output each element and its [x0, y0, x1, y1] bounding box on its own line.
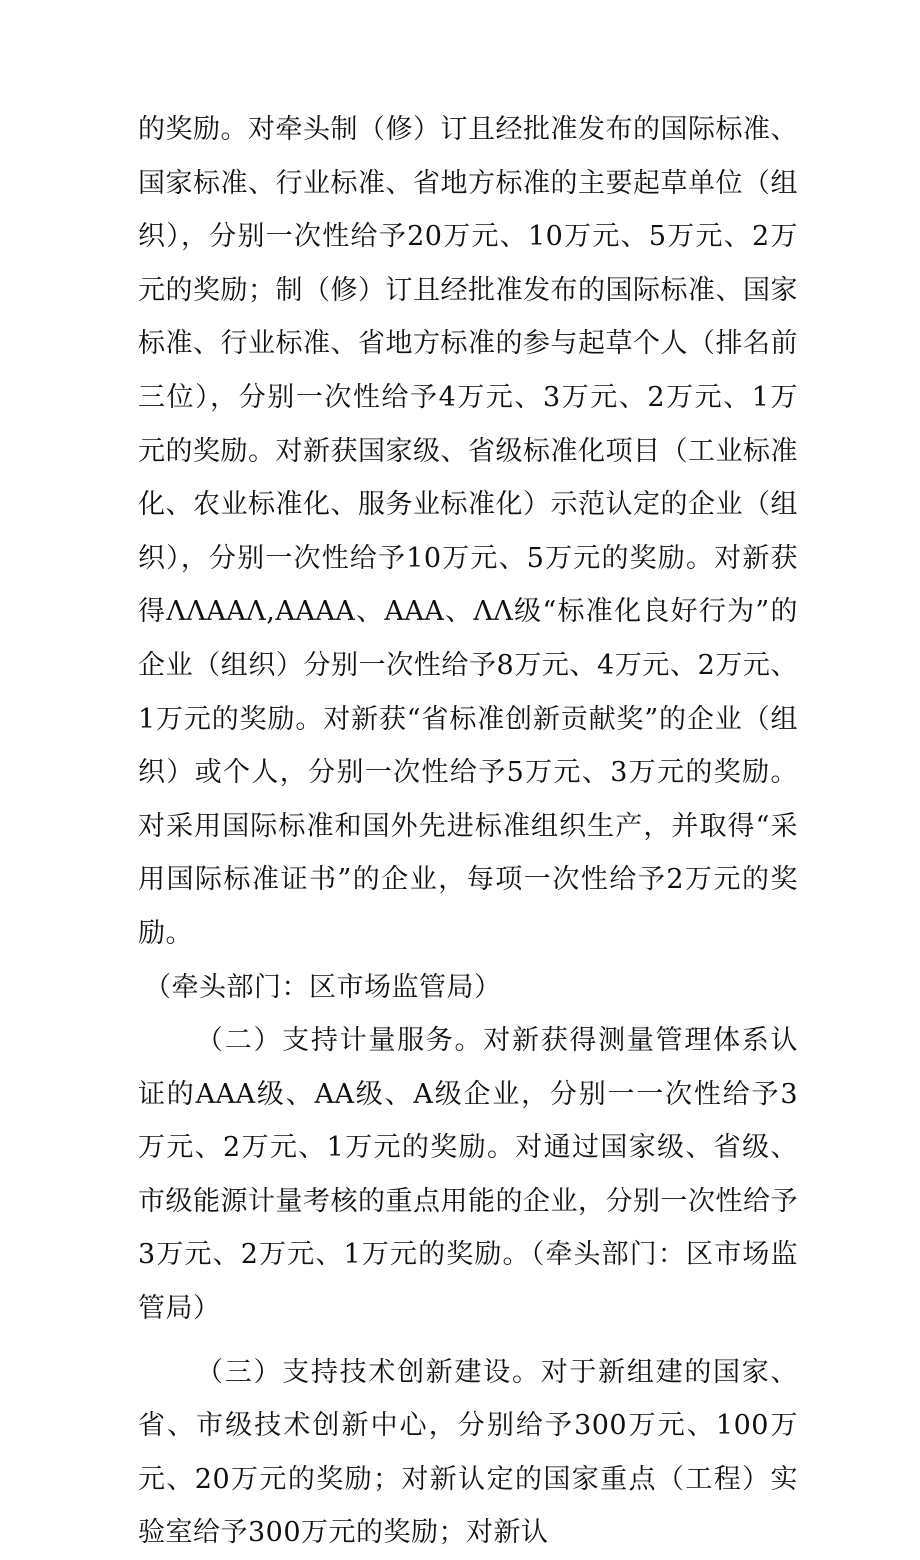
- paragraph-tech-innovation: （三）支持技术创新建设。对于新组建的国家、省、市级技术创新中心，分别给予300万元、100万元、20万元的奖励；对新认定的国家重点（工程）实验室给予300万元的奖励；对新认: [138, 1356, 798, 1549]
- paragraph-lead-department-note: （牵头部门：区市场监管局）: [144, 971, 502, 1003]
- paragraph-standardization-awards: 的奖励。对牵头制（修）订且经批准发布的国际标准、国家标准、行业标准、省地方标准的主要起草单位（组织），分别一次性给予20万元、10万元、5万元、2万元的奖励；制（修）订且经批准发布的国际标准、国家标准、行业标准、省地方标准的参与起草个人（排名前三位），分别一次性给予4万元、3万元、2万元、1万元的奖励。对新获国家级、省级标准化项目（工业标准化、农业标准化、服务业标准化）示范认定的企业（组织），分别一次性给予10万元、5万元的奖励。对新获得ΛΛAAΛ,AAAA、AAA、ΛΛ级“标准化良好行为”的企业（组织）分别一次性给予8万元、4万元、2万元、1万元的奖励。对新获“省标准创新贡献奖”的企业（组织）或个人，分别一次性给予5万元、3万元的奖励。对采用国际标准和国外先进标准组织生产，并取得“采用国际标准证书”的企业，每项一次性给予2万元的奖励。: [138, 114, 798, 949]
- paragraph-metrology-service: （二）支持计量服务。对新获得测量管理体系认证的AAA级、AA级、A级企业，分别一一次性给予3万元、2万元、1万元的奖励。对通过国家级、省级、市级能源计量考核的重点用能的企业，分别一次性给予3万元、2万元、1万元的奖励。（牵头部门：区市场监管局）: [138, 1025, 798, 1325]
- paragraph-gap: [138, 1336, 798, 1346]
- document-body: [138, 103, 798, 1560]
